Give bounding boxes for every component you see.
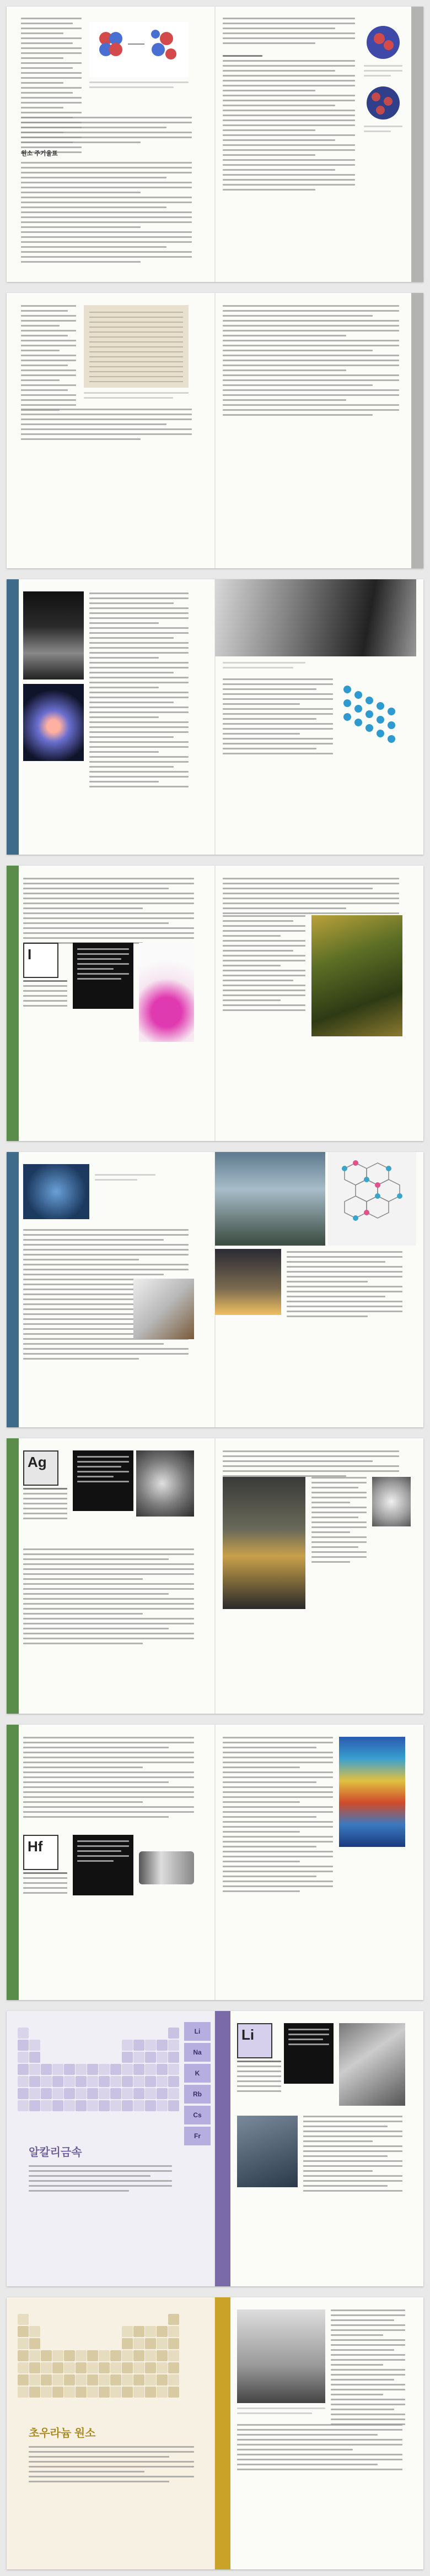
periodic-table-cell [110,2088,121,2099]
periodic-table-cell [76,2350,87,2361]
crystal-illustration [364,23,402,62]
periodic-table-cell [41,2100,52,2111]
body-text-column [223,915,305,1014]
laboratory-photo [23,591,84,680]
periodic-table-cell [18,2088,29,2099]
periodic-table-cell [133,2100,144,2111]
photo-caption [95,1174,155,1184]
periodic-table-cell [145,2362,156,2373]
periodic-table-cell [145,2052,156,2063]
periodic-table-cell [99,2100,110,2111]
periodic-table-cell [52,2387,63,2398]
periodic-table-cell [64,2088,75,2099]
sidebar-symbol: Cs [184,2106,211,2124]
left-page [7,866,215,1141]
body-text [223,678,333,758]
periodic-table-cell [133,2088,144,2099]
periodic-table-cell [122,2374,133,2385]
section-block [21,149,192,266]
photo-caption [237,2407,325,2417]
periodic-table-cell [87,2362,98,2373]
periodic-table-cell [110,2362,121,2373]
periodic-table-cell [145,2088,156,2099]
periodic-table-cell [18,2387,29,2398]
sidebar-symbol: Fr [184,2127,211,2145]
periodic-table-cell [110,2076,121,2087]
sidebar-symbol: Li [184,2022,211,2041]
spread-1 [7,7,423,282]
periodic-table-cell [99,2064,110,2075]
periodic-table-cell [29,2088,40,2099]
section-tab [411,293,423,568]
periodic-table-cell [29,2387,40,2398]
periodic-table-cell [168,2350,179,2361]
spread-strip-4 [0,859,430,1145]
periodic-table-cell [157,2040,168,2051]
periodic-table-cell [110,2350,121,2361]
periodic-table-cell [157,2374,168,2385]
left-page [7,7,215,282]
spectrum-chart-image [339,1737,405,1847]
periodic-table-cell [18,2064,29,2075]
element-symbol: Ag [28,1454,47,1470]
blue-mineral-photo [23,1164,89,1219]
periodic-table-cell [87,2076,98,2087]
molecule-structure-illustration [336,678,402,750]
periodic-table-cell [145,2374,156,2385]
photo-caption [84,392,189,402]
spread-2 [7,293,423,568]
periodic-table-cell [145,2100,156,2111]
left-page [7,1438,215,1714]
spread-3 [7,579,423,855]
periodic-table-cell [157,2350,168,2361]
left-page [7,1152,215,1427]
right-page [215,579,423,855]
right-page [215,1152,423,1427]
purple-flask-photo [139,943,194,1042]
element-data-table [237,2061,281,2095]
left-page [7,293,215,568]
spread-strip-8 [0,2004,430,2291]
periodic-table-cell [110,2387,121,2398]
spread-4 [7,866,423,1141]
spread-strip-6 [0,1432,430,1718]
periodic-table-cell [145,2326,156,2337]
section-tab [215,2011,230,2286]
periodic-table-cell [18,2040,29,2051]
periodic-table-cell [168,2040,179,2051]
periodic-table-cell [29,2040,40,2051]
periodic-table-cell [133,2064,144,2075]
periodic-table-cell [133,2350,144,2361]
periodic-table-cell [168,2088,179,2099]
periodic-table-cell [87,2387,98,2398]
periodic-table-cell [18,2076,29,2087]
silver-nugget-photo [372,1477,411,1526]
spread-8 [7,2011,423,2286]
body-text [23,1548,194,1648]
right-page [215,1725,423,2000]
spread-strip-3 [0,573,430,859]
periodic-table-cell [87,2088,98,2099]
periodic-table-cell [145,2338,156,2349]
periodic-table-cell [145,2040,156,2051]
periodic-table-cell [99,2076,110,2087]
periodic-table-cell [29,2338,40,2349]
periodic-table-cell [145,2064,156,2075]
element-symbol: Hf [28,1838,43,1855]
rock-sample-photo [215,579,416,656]
periodic-table-cell [64,2100,75,2111]
periodic-table-cell [18,2314,29,2325]
periodic-table-cell [157,2362,168,2373]
periodic-table-cell [64,2362,75,2373]
periodic-table-cell [87,2350,98,2361]
periodic-table-cell [133,2052,144,2063]
periodic-table-cell [41,2362,52,2373]
periodic-table-cell [122,2387,133,2398]
periodic-table-cell [122,2100,133,2111]
chapter-title: 초우라늄 원소 [29,2427,96,2439]
periodic-table-cell [168,2314,179,2325]
element-data-table [23,1488,67,1523]
spread-strip-2 [0,286,430,573]
section-tab [215,2297,230,2569]
element-info-box [73,1835,133,1895]
periodic-table-cell [168,2076,179,2087]
periodic-table-cell [122,2052,133,2063]
left-page [7,579,215,855]
section-tab [411,7,423,282]
hexagonal-lattice-illustration [328,1152,416,1246]
chapter-intro [29,2165,172,2195]
periodic-table-cell [87,2374,98,2385]
lattice-illustration [364,84,402,122]
alkali-sidebar [184,2022,211,2148]
periodic-table-cell [29,2052,40,2063]
periodic-table-cell [157,2052,168,2063]
landscape-photo [215,1152,325,1246]
body-text [21,117,192,146]
periodic-table-cell [18,2362,29,2373]
periodic-table-cell [99,2374,110,2385]
element-info-box [73,1450,133,1511]
body-text [21,409,192,443]
periodic-table-overview [18,2314,183,2402]
silver-coin-photo [136,1450,194,1517]
crystal-caption [364,65,402,80]
periodic-table-cell [41,2350,52,2361]
periodic-table-cell [87,2100,98,2111]
lithium-sample-photo [339,2023,405,2106]
periodic-table-cell [41,2374,52,2385]
periodic-table-cell [133,2374,144,2385]
periodic-table-cell [99,2362,110,2373]
periodic-table-cell [122,2064,133,2075]
lattice-caption [364,126,402,135]
body-text [237,2424,402,2474]
metal-pen-photo [133,1279,194,1339]
periodic-table-cell [64,2350,75,2361]
scientist-portrait-photo [237,2309,325,2403]
spread-7 [7,1725,423,2000]
periodic-table-cell [41,2088,52,2099]
photo-caption [223,662,305,672]
periodic-table-cell [99,2350,110,2361]
periodic-table-cell [29,2076,40,2087]
periodic-table-cell [76,2064,87,2075]
glowing-sample-photo [23,684,84,761]
sidebar-symbol: K [184,2064,211,2083]
periodic-table-cell [157,2088,168,2099]
body-text [287,1251,402,1320]
element-data-table [23,1872,67,1897]
element-info-box [284,2023,334,2084]
body-text [223,1737,333,1895]
periodic-table-cell [122,2362,133,2373]
periodic-table-cell [29,2350,40,2361]
periodic-table-cell [157,2387,168,2398]
periodic-table-cell [145,2076,156,2087]
periodic-table-cell [145,2350,156,2361]
periodic-table-cell [110,2100,121,2111]
periodic-table-cell [29,2100,40,2111]
body-text [223,305,399,419]
spread-strip-5 [0,1145,430,1432]
periodic-table-cell [29,2362,40,2373]
periodic-table-cell [168,2028,179,2039]
periodic-table-cell [76,2387,87,2398]
periodic-table-cell [18,2028,29,2039]
spread-6 [7,1438,423,1714]
historical-document-photo [84,305,189,388]
spread-9 [7,2297,423,2569]
periodic-table-cell [18,2326,29,2337]
body-text [223,1450,399,1480]
body-text-column [311,1477,367,1566]
periodic-table-cell [122,2338,133,2349]
periodic-table-cell [87,2064,98,2075]
periodic-table-cell [64,2374,75,2385]
periodic-table-cell [99,2387,110,2398]
right-page [215,7,423,282]
section-heading: 원소 주기율표 [21,150,58,157]
worker-silhouette-photo [215,1249,281,1315]
atom-diagram-figure [89,22,189,77]
periodic-table-cell [133,2326,144,2337]
chapter-intro [29,2446,194,2486]
body-text [331,2309,405,2428]
periodic-table-cell [133,2362,144,2373]
periodic-table-cell [99,2088,110,2099]
periodic-table-cell [122,2040,133,2051]
figure-caption [89,81,189,91]
periodic-table-cell [157,2064,168,2075]
periodic-table-cell [41,2387,52,2398]
periodic-table-cell [52,2088,63,2099]
periodic-table-cell [52,2362,63,2373]
periodic-table-cell [18,2374,29,2385]
periodic-table-cell [168,2338,179,2349]
periodic-table-cell [41,2076,52,2087]
periodic-table-overview [18,2028,183,2116]
body-text [23,878,194,947]
periodic-table-cell [133,2076,144,2087]
periodic-table-cell [168,2387,179,2398]
periodic-table-cell [18,2338,29,2349]
element-tile-hafnium [23,1835,58,1870]
periodic-table-cell [29,2374,40,2385]
element-tile-lithium [237,2023,272,2058]
left-page [7,1725,215,2000]
spread-strip-9 [0,2291,430,2576]
sidebar-symbol: Rb [184,2085,211,2104]
periodic-table-cell [76,2076,87,2087]
periodic-table-cell [64,2387,75,2398]
periodic-table-cell [52,2064,63,2075]
element-tile-silver [23,1450,58,1486]
right-page [215,2297,423,2569]
element-symbol: Li [241,2026,255,2043]
periodic-table-cell [52,2076,63,2087]
periodic-table-cell [18,2350,29,2361]
periodic-table-cell [157,2100,168,2111]
body-text [303,2116,402,2195]
periodic-table-cell [122,2088,133,2099]
periodic-table-cell [18,2100,29,2111]
periodic-table-cell [52,2100,63,2111]
right-page [215,2011,423,2286]
periodic-table-cell [41,2064,52,2075]
periodic-table-cell [18,2052,29,2063]
element-symbol: I [28,946,32,963]
periodic-table-cell [157,2338,168,2349]
body-text [89,593,189,791]
mineral-photo [237,2116,298,2187]
left-page [7,2011,215,2286]
text-column [21,305,76,414]
periodic-table-cell [76,2362,87,2373]
periodic-table-cell [168,2362,179,2373]
periodic-table-cell [52,2350,63,2361]
periodic-table-cell [122,2350,133,2361]
periodic-table-cell [133,2338,144,2349]
periodic-table-cell [29,2064,40,2075]
periodic-table-cell [64,2076,75,2087]
right-page [215,293,423,568]
element-data-table [23,980,67,1010]
miner-photo [223,1477,305,1609]
periodic-table-cell [76,2374,87,2385]
spread-5 [7,1152,423,1427]
periodic-table-cell [168,2326,179,2337]
left-page [7,2297,215,2569]
element-info-box [73,943,133,1009]
periodic-table-cell [145,2387,156,2398]
periodic-table-cell [64,2064,75,2075]
periodic-table-cell [133,2040,144,2051]
spread-strip-7 [0,1718,430,2004]
periodic-table-cell [122,2076,133,2087]
periodic-table-cell [76,2100,87,2111]
metal-bar-photo [139,1851,194,1884]
body-text [23,1737,194,1821]
periodic-table-cell [168,2374,179,2385]
body-text [223,878,399,917]
periodic-table-cell [76,2088,87,2099]
body-text [223,18,355,194]
right-page [215,1438,423,1714]
periodic-table-cell [168,2064,179,2075]
periodic-table-cell [110,2374,121,2385]
periodic-table-cell [157,2076,168,2087]
periodic-table-cell [157,2326,168,2337]
seaweed-photo [311,915,402,1036]
sidebar-symbol: Na [184,2043,211,2062]
chapter-title: 알칼리금속 [29,2146,82,2159]
periodic-table-cell [52,2374,63,2385]
periodic-table-cell [168,2100,179,2111]
periodic-table-cell [168,2052,179,2063]
element-tile-iodine [23,943,58,978]
periodic-table-cell [122,2326,133,2337]
right-page [215,866,423,1141]
periodic-table-cell [29,2326,40,2337]
periodic-table-cell [110,2064,121,2075]
periodic-table-cell [133,2387,144,2398]
spread-strip-1 [0,0,430,286]
